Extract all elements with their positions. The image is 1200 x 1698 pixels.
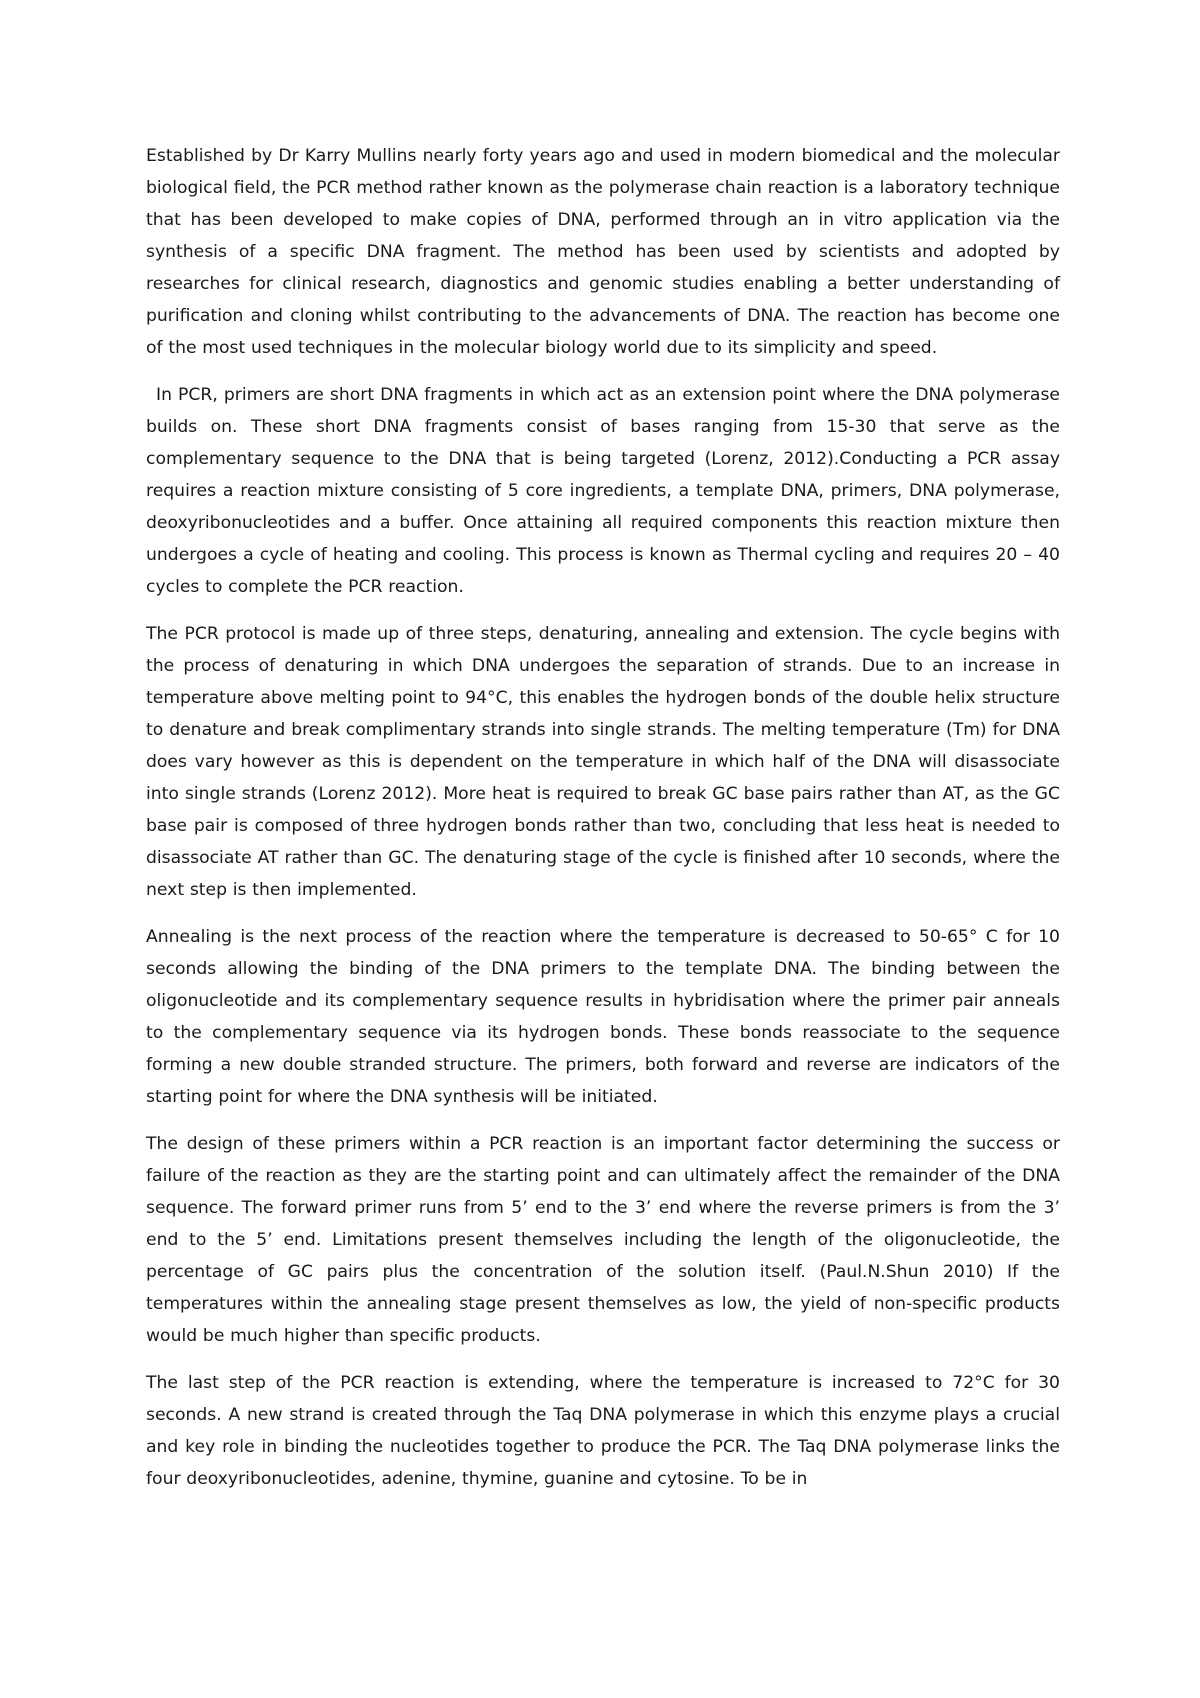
paragraph-extension: The last step of the PCR reaction is extending, where the temperature is increased to 72°C for 30 seconds. A new strand is created through the Taq DNA polymerase in which this enzyme plays a crucial and key role in binding the nucleotides together to produce the PCR. The Taq DNA polymerase links the four deoxyribonucleotides, adenine, thymine, guanine and cytosine. To be in: [146, 1373, 1060, 1489]
paragraph-annealing: Annealing is the next process of the reaction where the temperature is decreased to 50-65° C for 10 seconds allowing the binding of the DNA primers to the template DNA. The binding between the oligonucleotide and its complementary sequence results in hybridisation where the primer pair anneals to the complementary sequence via its hydrogen bonds. These bonds reassociate to the sequence forming a new double stranded structure. The primers, both forward and reverse are indicators of the starting point for where the DNA synthesis will be initiated.: [146, 927, 1060, 1107]
paragraph-primer-design: The design of these primers within a PCR reaction is an important factor determining the success or failure of the reaction as they are the starting point and can ultimately affect the remainder of the DNA sequence. The forward primer runs from 5’ end to the 3’ end where the reverse primers is from the 3’ end to the 5’ end. Limitations present themselves including the length of the oligonucleotide, the percentage of GC pairs plus the concentration of the solution itself. (Paul.N.Shun 2010) If the temperatures within the annealing stage present themselves as low, the yield of non-specific products would be much higher than specific products.: [146, 1134, 1060, 1346]
document-page: [146, 140, 1060, 1510]
paragraph-primers: In PCR, primers are short DNA fragments in which act as an extension point where the DNA polymerase builds on. These short DNA fragments consist of bases ranging from 15-30 that serve as the complementary sequence to the DNA that is being targeted (Lorenz, 2012).Conducting a PCR assay requires a reaction mixture consisting of 5 core ingredients, a template DNA, primers, DNA polymerase, deoxyribonucleotides and a buffer. Once attaining all required components this reaction mixture then undergoes a cycle of heating and cooling. This process is known as Thermal cycling and requires 20 – 40 cycles to complete the PCR reaction.: [146, 385, 1060, 597]
paragraph-denaturing: The PCR protocol is made up of three steps, denaturing, annealing and extension. The cycle begins with the process of denaturing in which DNA undergoes the separation of strands. Due to an increase in temperature above melting point to 94°C, this enables the hydrogen bonds of the double helix structure to denature and break complimentary strands into single strands. The melting temperature (Tm) for DNA does vary however as this is dependent on the temperature in which half of the DNA will disassociate into single strands (Lorenz 2012). More heat is required to break GC base pairs rather than AT, as the GC base pair is composed of three hydrogen bonds rather than two, concluding that less heat is needed to disassociate AT rather than GC. The denaturing stage of the cycle is finished after 10 seconds, where the next step is then implemented.: [146, 624, 1060, 900]
paragraph-pcr-introduction: Established by Dr Karry Mullins nearly forty years ago and used in modern biomedical and the molecular biological field, the PCR method rather known as the polymerase chain reaction is a laboratory technique that has been developed to make copies of DNA, performed through an in vitro application via the synthesis of a specific DNA fragment. The method has been used by scientists and adopted by researches for clinical research, diagnostics and genomic studies enabling a better understanding of purification and cloning whilst contributing to the advancements of DNA. The reaction has become one of the most used techniques in the molecular biology world due to its simplicity and speed.: [146, 146, 1060, 358]
